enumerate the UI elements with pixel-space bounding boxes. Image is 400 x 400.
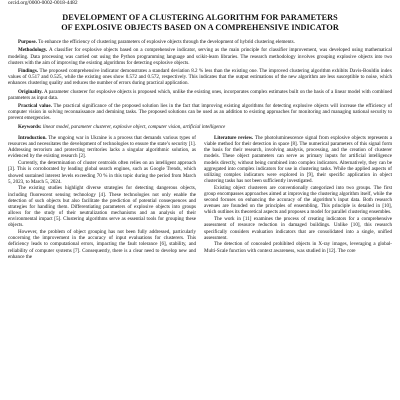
abstract-findings xyxy=(8,68,392,86)
literature-paragraph xyxy=(204,135,392,184)
title-line-1: DEVELOPMENT OF A CLUSTERING ALGORITHM FOR PARAMETERS xyxy=(62,13,338,22)
paper-page xyxy=(8,0,392,260)
orcid-link[interactable]: orcid.org/0000-0002-0018-4482 xyxy=(8,0,78,6)
originality-text: A parameter clusterer for explosive objects is proposed which, unlike the existing ones, incorporates complex estimates built on the basis of a linear model with combined parameters as input data. xyxy=(8,88,392,101)
abstract-purpose xyxy=(8,39,392,45)
purpose-label: Purpose. xyxy=(18,39,37,45)
methodology-label: Methodology. xyxy=(18,47,48,54)
originality-label: Originality. xyxy=(18,88,43,95)
keywords-label: Keywords: xyxy=(18,123,42,130)
abstract-methodology xyxy=(8,47,392,65)
abstract xyxy=(8,39,392,130)
right-paragraph-2: Existing object clusterers are conventionally categorized into two groups. The first group encompasses approaches aimed at improving the clustering algorithm itself, while the second focuses on enhancing the accuracy of the algorithm’s input data. Both research avenues are founded on the principles of ensembling. This principle is detailed in [10], which outlines its theoretical aspects and proposes a model for parallel clustering ensembles. xyxy=(204,184,392,216)
abstract-originality xyxy=(8,89,392,101)
left-column xyxy=(8,135,196,261)
practical-text: The practical significance of the proposed solution lies in the fact that improving existing algorithms for detecting explosive objects will increase the efficiency of computer vision in solving reconnaissance and demining tasks. The proposed solutions can be used as an addition to existing approaches for monitoring and managing national security to prevent emergencies. xyxy=(8,103,392,122)
left-paragraph-4: However, the problem of object grouping has not been fully addressed, particularly concerning the improvement in the accuracy of input evaluations for clusterers. This deficiency leads to computational errors, impacting the fault tolerance [6], stability, and reliability of computer systems [7]. Consequently, there is a clear need to develop new and enhance the xyxy=(8,229,196,260)
findings-text: The proposed comprehensive indicator demonstrates a standard deviation 8.2 % less than the existing one. The improved clustering algorithm exhibits Davis-Bouldin index values of 0.517 and 0.525, while the existing ones show 0.572 and 0.572, respectively. This indicates that the output estimations of the new algorithm are less susceptible to noise, which enhances clustering quality and reduces the number of errors during practical application. xyxy=(8,68,392,87)
right-paragraph-3: The work in [11] examines the process of creating indicators for a comprehensive assessment of resource reduction in damaged buildings. Unlike [10], this research specifically considers evaluation indicators that are consolidated into a single, unified assessment. xyxy=(204,216,392,241)
paper-title xyxy=(8,13,392,32)
purpose-text: To enhance the efficiency of clustering parameters of explosive objects through the development of hybrid clustering elements. xyxy=(36,39,295,45)
left-paragraph-3: The existing studies highlight diverse strategies for detecting dangerous objects, including fluorescent sensing technology [4]. These technologies not only enable the detection of such objects but also facilitate the prediction of potential consequences and strategies for handling them. Differentiating parameters of explosive objects into groups allows for the study of their neutralization mechanisms and an analysis of their environmental impact [5]. Clustering algorithms serve as essential tools for grouping these objects. xyxy=(8,185,196,229)
title-line-2: OF EXPLOSIVE OBJECTS BASED ON A COMPREHENSIVE INDICATOR xyxy=(61,22,339,32)
abstract-practical-value xyxy=(8,103,392,121)
findings-label: Findings. xyxy=(18,68,39,74)
methodology-text: A classifier for explosive objects based on a comprehensive indicator, serving as the main principle for classifier improvement, was developed using mathematical modeling. Data processing was carried out using the Python programming language and scikit-learn libraries. The research methodology involves grouping explosive objects into two clusters with the aim of improving the existing algorithms for detecting explosive objects. xyxy=(8,47,392,66)
intro-text: The ongoing war in Ukraine is a process that demands various types of resources and necessitates the development of technologies to ensure the state’s security [1]. Addressing terrorism and protecting territories lacks a singular algorithmic solution, as evidenced by the existing research [2]. xyxy=(8,134,196,160)
practical-label: Practical value. xyxy=(18,103,52,110)
literature-label: Literature review. xyxy=(214,134,254,141)
intro-label: Introduction. xyxy=(18,134,47,141)
left-paragraph-2: Currently, the determination of cluster centroids often relies on an intelligent approach [3]. This is corroborated by leading global search engines, such as Google Trends, which showed sustained interest levels exceeding 70 % in this topic during the period from March 5, 2023, to March 5, 2024. xyxy=(8,160,196,185)
right-column xyxy=(204,135,392,261)
abstract-keywords xyxy=(8,124,392,130)
intro-paragraph xyxy=(8,135,196,160)
keywords-text: linear model, parameter clusterer, explosive object, computer vision, artificial intelligence xyxy=(41,123,226,130)
literature-text: The photoluminescence signal from explosive objects represents a viable method for their detection in space [8]. The numerical parameters of this signal form the basis for their research, involving analysis, processing, and the creation of clusterer models. These object parameters can serve as primary inputs for artificial intelligence models directly, without being combined into complex indicators. Alternatively, they can be aggregated into complex indicators for use in clustering tasks. While the applied aspects of utilizing complex indicators were explored in [9], their specific application in object clustering tasks has not been sufficiently investigated. xyxy=(204,134,392,185)
body-columns xyxy=(8,135,392,261)
right-paragraph-4: The detection of concealed prohibited objects in X-ray images, leveraging a global-Multi-Scale function with context awareness, was studied in [12]. The core xyxy=(204,241,392,254)
